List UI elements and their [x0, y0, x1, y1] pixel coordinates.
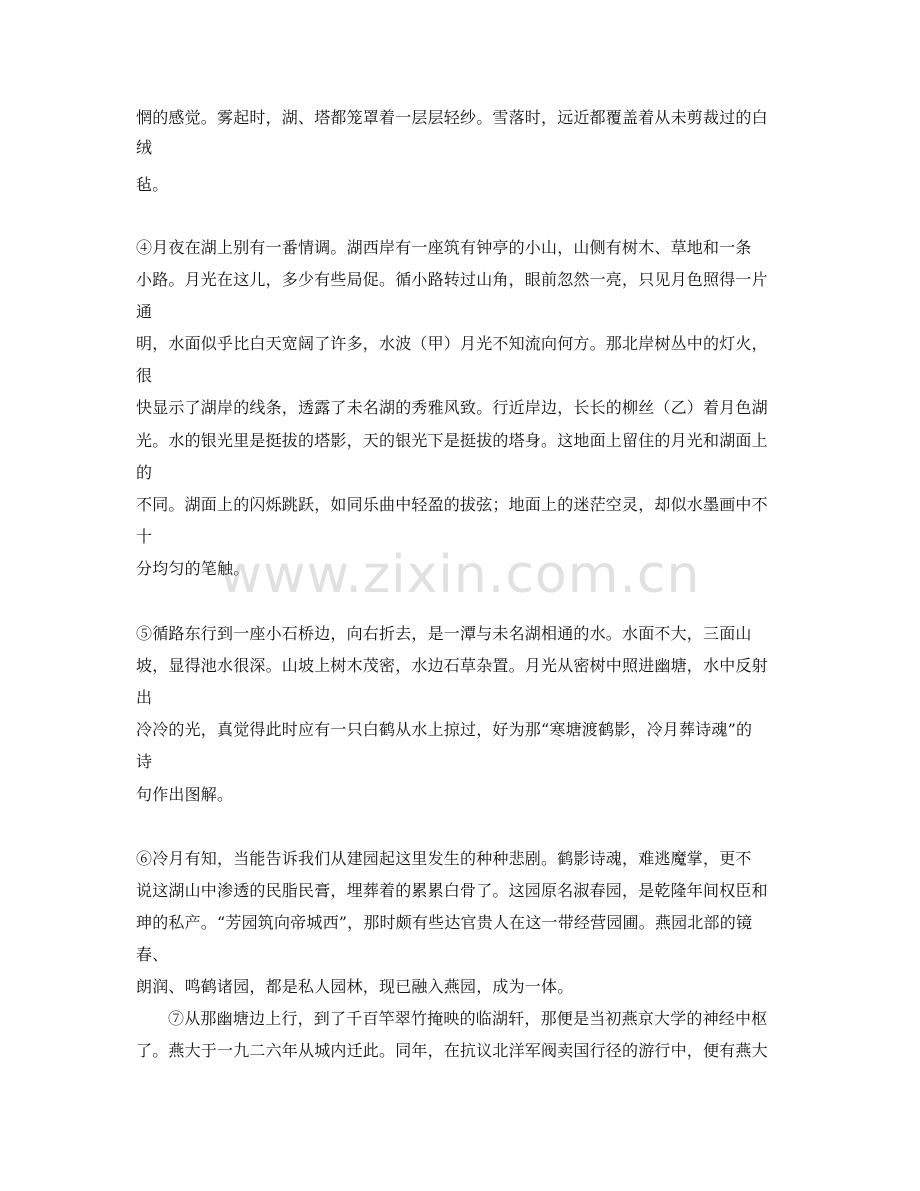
text-line: 绒 [136, 138, 153, 157]
paragraph-4-line: ④月夜在湖上别有一番情调。湖西岸有一座筑有钟亭的小山，山侧有树木、草地和一条 [136, 238, 752, 257]
paragraph-5-line: 句作出图解。 [136, 785, 234, 804]
paragraph-4-line: 光。水的银光里是挺拔的塔影，天的银光下是挺拔的塔身。这地面上留住的月光和湖面上 [136, 431, 768, 450]
paragraph-4-line: 明，水面似乎比白天宽阔了许多，水波（甲）月光不知流向何方。那北岸树丛中的灯火， [136, 334, 768, 353]
paragraph-6-line: 珅的私产。“芳园筑向帝城西”，那时颇有些达官贵人在这一带经营园圃。燕园北部的镜 [136, 913, 753, 932]
paragraph-5-line: 诗 [136, 752, 153, 771]
paragraph-6-line: 春、 [136, 945, 169, 964]
paragraph-5-line: 冷冷的光，真觉得此时应有一只白鹤从水上掠过，好为那“寒塘渡鹤影，冷月葬诗魂”的 [136, 720, 753, 739]
paragraph-4-line: 通 [136, 302, 153, 321]
text-line: 惘的感觉。雾起时，湖、塔都笼罩着一层层轻纱。雪落时，远近都覆盖着从未剪裁过的白 [136, 108, 768, 127]
paragraph-4-line: 不同。湖面上的闪烁跳跃，如同乐曲中轻盈的拔弦；地面上的迷茫空灵，却似水墨画中不 [136, 495, 768, 514]
paragraph-7-line: ⑦从那幽塘边上行，到了千百竿翠竹掩映的临湖轩，那便是当初燕京大学的神经中枢 [168, 1009, 768, 1028]
paragraph-4-line: 的 [136, 463, 153, 482]
paragraph-5-line: 坡，显得池水很深。山坡上树木茂密，水边石草杂置。月光从密树中照进幽塘，水中反射 [136, 656, 768, 675]
paragraph-5-line: 出 [136, 688, 153, 707]
paragraph-6-line: 朗润、鸣鹤诸园，都是私人园林，现已融入燕园，成为一体。 [136, 977, 574, 996]
watermark: www.zixin.com.cn [219, 545, 701, 605]
text-line: 毡。 [136, 175, 169, 194]
paragraph-4-line: 十 [136, 527, 153, 546]
paragraph-4-line: 快显示了湖岸的线条，透露了未名湖的秀雅风致。行近岸边，长长的柳丝（乙）着月色湖 [136, 398, 768, 417]
paragraph-7-line: 了。燕大于一九二六年从城内迁此。同年，在抗议北洋军阀卖国行径的游行中，便有燕大 [136, 1041, 768, 1060]
paragraph-6-line: 说这湖山中渗透的民脂民膏，埋葬着的累累白骨了。这园原名淑春园，是乾隆年间权臣和 [136, 881, 768, 900]
paragraph-4-line: 很 [136, 366, 153, 385]
paragraph-4-line: 分均匀的笔触。 [136, 559, 250, 578]
paragraph-5-line: ⑤循路东行到一座小石桥边，向右折去，是一潭与未名湖相通的水。水面不大，三面山 [136, 624, 752, 643]
paragraph-6-line: ⑥冷月有知，当能告诉我们从建园起这里发生的种种悲剧。鹤影诗魂，难逃魔掌，更不 [136, 849, 752, 868]
paragraph-4-line: 小路。月光在这儿，多少有些局促。循小路转过山角，眼前忽然一亮，只见月色照得一片 [136, 270, 768, 289]
